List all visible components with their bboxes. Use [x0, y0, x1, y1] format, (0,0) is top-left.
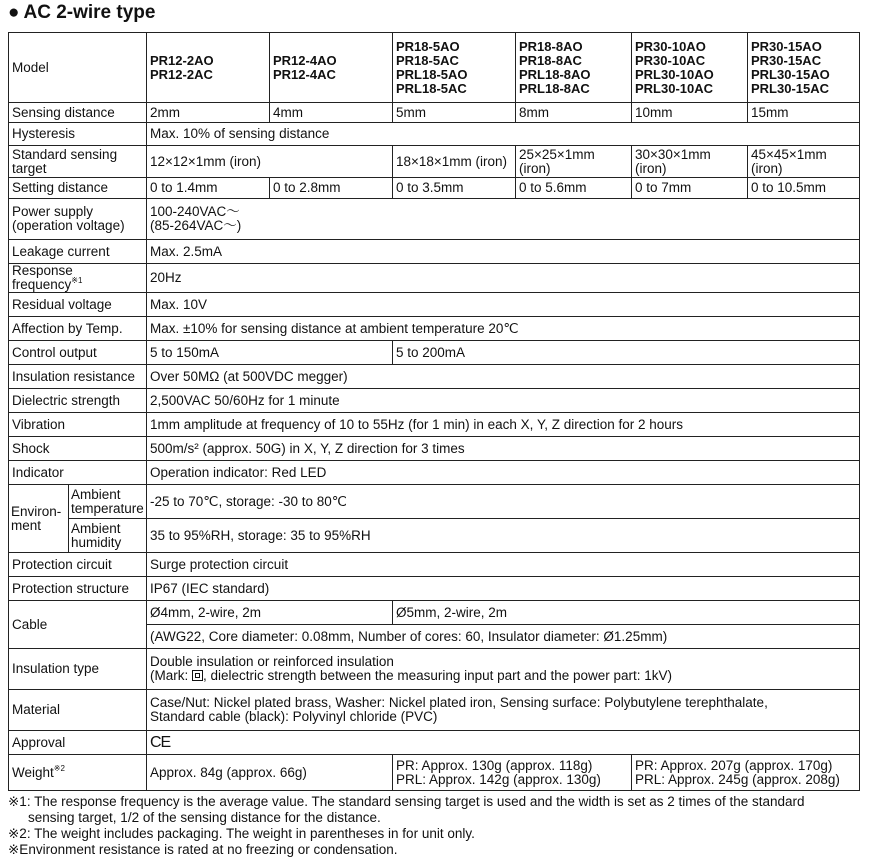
model-cell: PR30-10AO PR30-10AC PRL30-10AO PRL30-10AC [632, 33, 748, 103]
cell: 25×25×1mm (iron) [516, 146, 632, 178]
table-row [9, 317, 860, 341]
ce-mark-icon: CE [150, 733, 171, 751]
cell: 30×30×1mm (iron) [632, 146, 748, 178]
weight-prl: PRL: Approx. 142g (approx. 130g) [396, 771, 601, 787]
row-label-leakage-current: Leakage current [9, 240, 147, 264]
cell: 8mm [516, 103, 632, 123]
table-row [9, 690, 860, 731]
table-row [9, 485, 860, 519]
table-row [9, 178, 860, 199]
cell: 0 to 3.5mm [393, 178, 516, 199]
row-label-response-frequency: Response frequency$^{※1}$ [9, 264, 147, 293]
footnotes [8, 794, 858, 858]
row-label-model: Model [9, 33, 147, 103]
double-insulation-mark-icon [192, 670, 203, 681]
row-label-sensing-distance: Sensing distance [9, 103, 147, 123]
table-row [9, 293, 860, 317]
table-row [9, 264, 860, 293]
row-label-standard-target: Standard sensing target [9, 146, 147, 178]
cell: -25 to 70℃, storage: -30 to 80℃ [147, 485, 860, 519]
row-label-environment [9, 485, 69, 553]
table-row [9, 577, 860, 601]
table-row [9, 146, 860, 178]
table-row [9, 389, 860, 413]
footnote-3: ※Environment resistance is rated at no freezing or condensation. [8, 842, 398, 857]
table-row [9, 199, 860, 240]
row-label-indicator: Indicator [9, 461, 147, 485]
cell: Max. 2.5mA [147, 240, 860, 264]
cell: IP67 (IEC standard) [147, 577, 860, 601]
cell: 2,500VAC 50/60Hz for 1 minute [147, 389, 860, 413]
cell: 12×12×1mm (iron) [147, 146, 393, 178]
cell: 45×45×1mm (iron) [748, 146, 860, 178]
row-label-ambient-humidity: Ambient humidity [69, 519, 147, 553]
footnote-1-cont: sensing target, 1/2 of the sensing distance for the distance. [28, 810, 381, 825]
row-label-vibration: Vibration [9, 413, 147, 437]
row-label-shock: Shock [9, 437, 147, 461]
title-text: AC 2-wire type [23, 2, 156, 23]
material-line1: Case/Nut: Nickel plated brass, Washer: Nickel plated iron, Sensing surface: Polybutylene terephthalate, [150, 695, 768, 710]
cell [393, 755, 632, 791]
cell: Ø5mm, 2-wire, 2m [393, 601, 860, 625]
weight-prl: PRL: Approx. 245g (approx. 208g) [635, 771, 840, 787]
cell: 0 to 7mm [632, 178, 748, 199]
footnote-2: ※2: The weight includes packaging. The weight in parentheses in for unit only. [8, 826, 475, 841]
cell: 1mm amplitude at frequency of 10 to 55Hz (for 1 min) in each X, Y, Z direction for 2 hours [147, 413, 860, 437]
model-cell: PR12-2AO PR12-2AC [147, 33, 270, 103]
cell: Approx. 84g (approx. 66g) [147, 755, 393, 791]
model-cell: PR18-8AO PR18-8AC PRL18-8AO PRL18-8AC [516, 33, 632, 103]
cell: Max. 10V [147, 293, 860, 317]
cell: Operation indicator: Red LED [147, 461, 860, 485]
table-row [9, 601, 860, 625]
page-title [8, 2, 155, 24]
row-label-power-supply: Power supply (operation voltage) [9, 199, 147, 240]
table-row [9, 649, 860, 690]
cell: Over 50MΩ (at 500VDC megger) [147, 365, 860, 389]
table-row [9, 437, 860, 461]
cell [147, 199, 860, 240]
model-cell: PR30-15AO PR30-15AC PRL30-15AO PRL30-15AC [748, 33, 860, 103]
table-row [9, 103, 860, 123]
row-label-residual-voltage: Residual voltage [9, 293, 147, 317]
environment-label: Environ-ment [11, 503, 62, 533]
bullet-icon: ● [8, 2, 20, 23]
table-row [9, 365, 860, 389]
insulation-line1: Double insulation or reinforced insulation [150, 654, 394, 669]
cell [147, 731, 860, 755]
weight-pr: PR: Approx. 207g (approx. 170g) [635, 757, 833, 773]
table-row [9, 33, 860, 103]
cell [147, 649, 860, 690]
cell: 0 to 10.5mm [748, 178, 860, 199]
table-row [9, 240, 860, 264]
row-label-approval: Approval [9, 731, 147, 755]
table-row [9, 519, 860, 553]
cell: 500m/s² (approx. 50G) in X, Y, Z direction for 3 times [147, 437, 860, 461]
row-label-dielectric-strength: Dielectric strength [9, 389, 147, 413]
footnote-1: ※1: The response frequency is the average value. The standard sensing target is used and the width is set as 2 times of the standard [8, 794, 805, 809]
row-label-affection-temp: Affection by Temp. [9, 317, 147, 341]
power-supply-value: 100-240VAC～ (85-264VAC～) [150, 204, 242, 233]
row-label-hysteresis: Hysteresis [9, 123, 147, 146]
row-label-insulation-type: Insulation type [9, 649, 147, 690]
cell: Max. 10% of sensing distance [147, 123, 860, 146]
row-label-ambient-temperature: Ambient temperature [69, 485, 147, 519]
table-row [9, 123, 860, 146]
row-label-protection-structure: Protection structure [9, 577, 147, 601]
insulation-line2: (Mark: , dielectric strength between the measuring input part and the power part: 1kV) [150, 668, 673, 683]
material-line2: Standard cable (black): Polyvinyl chloride (PVC) [150, 709, 438, 724]
row-label-cable: Cable [9, 601, 147, 649]
row-label-material: Material [9, 690, 147, 731]
cell: 5 to 200mA [393, 341, 860, 365]
footnote-mark: ※1 [71, 276, 83, 285]
cell: 0 to 2.8mm [270, 178, 393, 199]
model-cell: PR12-4AO PR12-4AC [270, 33, 393, 103]
cell: 5mm [393, 103, 516, 123]
footnote-mark: ※2 [53, 763, 65, 773]
cell [147, 690, 860, 731]
cell: 5 to 150mA [147, 341, 393, 365]
row-label-weight: Weight$^{※2}$ [9, 755, 147, 791]
cell: 20Hz [147, 264, 860, 293]
cell: (AWG22, Core diameter: 0.08mm, Number of cores: 60, Insulator diameter: Ø1.25mm) [147, 625, 860, 649]
cell: Surge protection circuit [147, 553, 860, 577]
cell: 2mm [147, 103, 270, 123]
table-row [9, 731, 860, 755]
row-label-setting-distance: Setting distance [9, 178, 147, 199]
model-cell: PR18-5AO PR18-5AC PRL18-5AO PRL18-5AC [393, 33, 516, 103]
cell: 0 to 5.6mm [516, 178, 632, 199]
table-row [9, 553, 860, 577]
cell: 0 to 1.4mm [147, 178, 270, 199]
cell: 15mm [748, 103, 860, 123]
table-row [9, 341, 860, 365]
row-label-protection-circuit: Protection circuit [9, 553, 147, 577]
table-row [9, 461, 860, 485]
cell: 10mm [632, 103, 748, 123]
spec-table [8, 32, 860, 791]
cell: Max. ±10% for sensing distance at ambient temperature 20℃ [147, 317, 860, 341]
table-row [9, 755, 860, 791]
table-row [9, 413, 860, 437]
cell [632, 755, 860, 791]
cell: 35 to 95%RH, storage: 35 to 95%RH [147, 519, 860, 553]
weight-pr: PR: Approx. 130g (approx. 118g) [396, 757, 593, 773]
cell: Ø4mm, 2-wire, 2m [147, 601, 393, 625]
row-label-control-output: Control output [9, 341, 147, 365]
cell: 18×18×1mm (iron) [393, 146, 516, 178]
cell: 4mm [270, 103, 393, 123]
row-label-insulation-resistance: Insulation resistance [9, 365, 147, 389]
